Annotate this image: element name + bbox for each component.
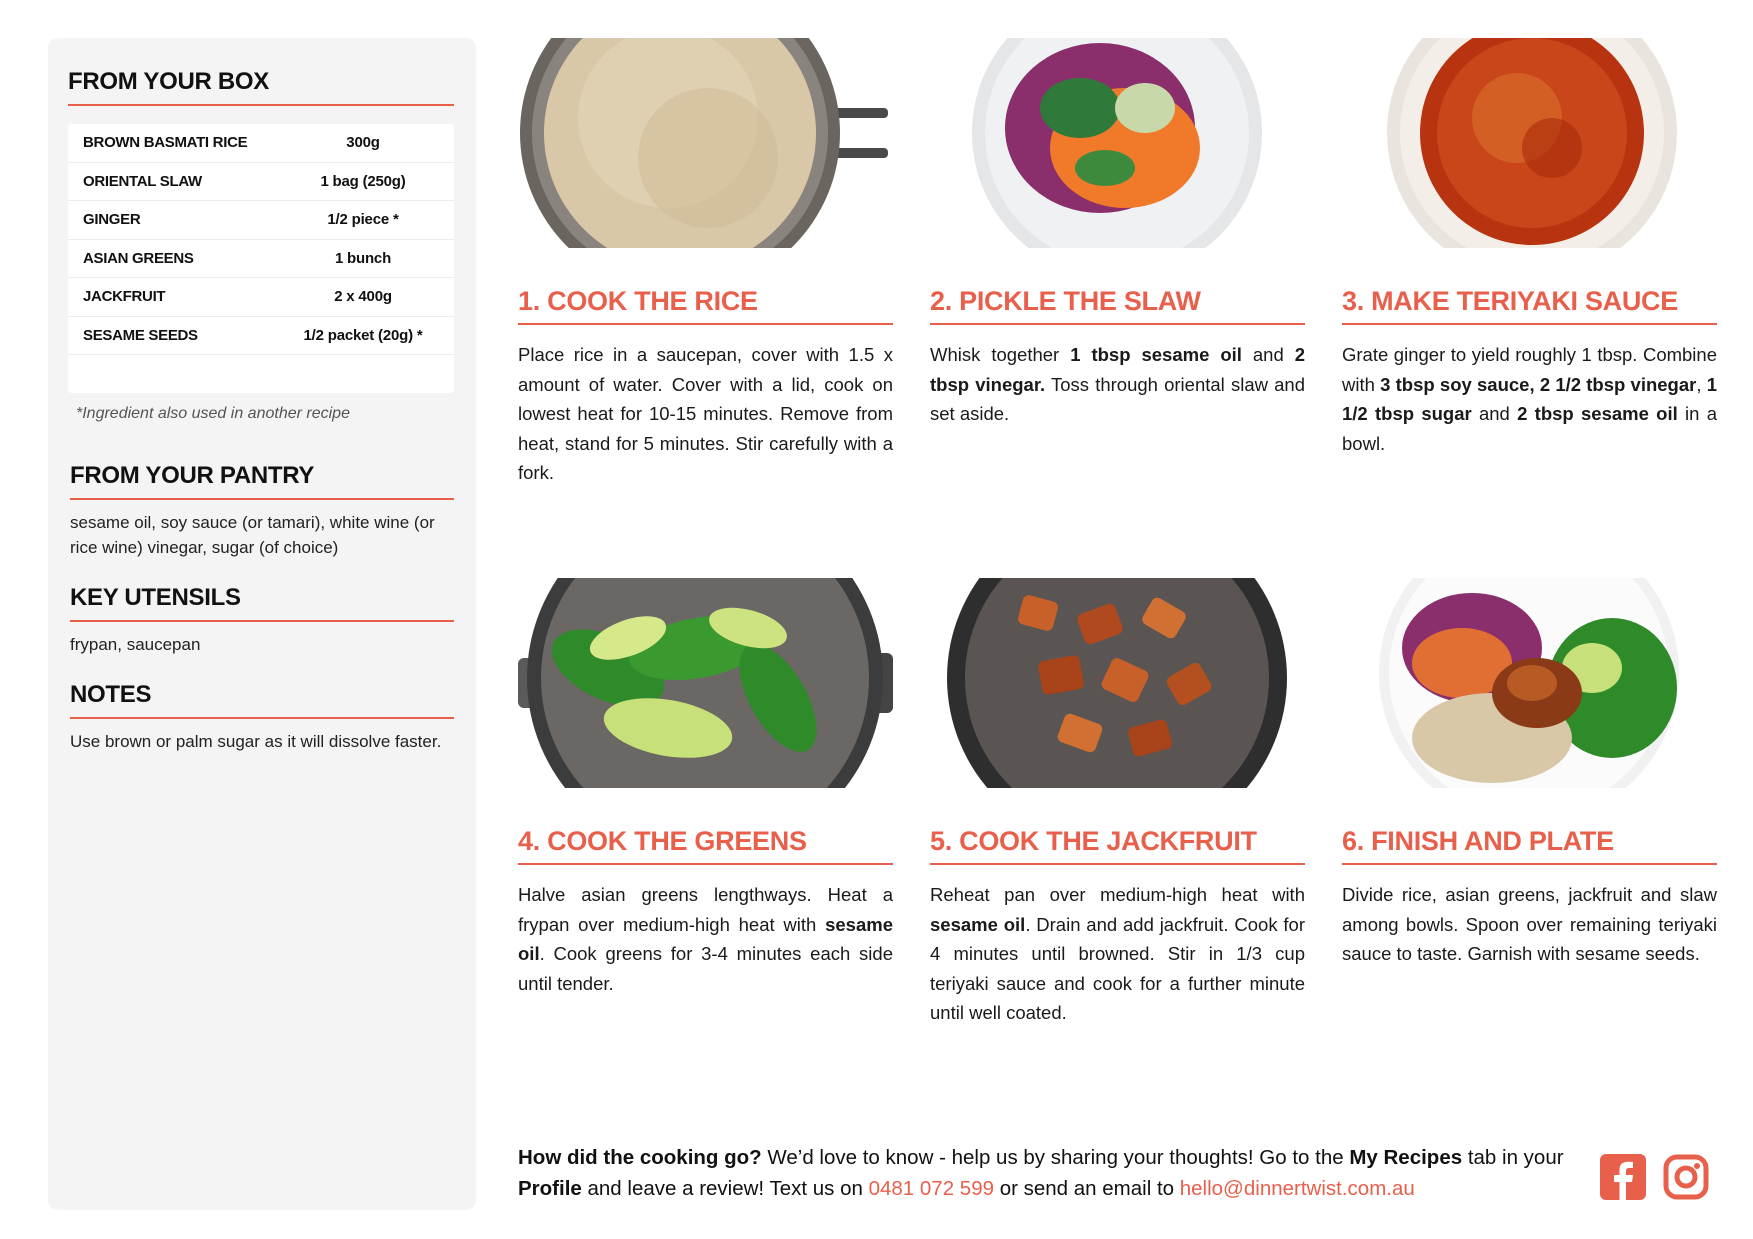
step-text: [1342, 340, 1717, 458]
step-3: [1342, 38, 1717, 458]
step-1: [518, 38, 893, 488]
step-text-bold: sesame oil: [930, 913, 1026, 935]
ingredient-name: GINGER: [83, 211, 141, 229]
ingredient-row: [68, 124, 454, 163]
step-text-segment: and: [1241, 344, 1295, 365]
greens-frypan-photo: [518, 578, 893, 788]
step-title: 5. COOK THE JACKFRUIT: [930, 826, 1305, 865]
ingredient-qty: 1 bunch: [334, 249, 392, 267]
email-link[interactable]: hello@dinnertwist.com.au: [1179, 1177, 1415, 1200]
ingredient-empty-row: [68, 355, 454, 393]
ingredient-row: [68, 278, 454, 317]
step-text-bold: 1 tbsp sesame oil: [1070, 344, 1242, 365]
step-text-bold: sesame oil: [518, 913, 893, 964]
notes-section: [70, 681, 454, 754]
from-your-pantry-section: [70, 462, 454, 560]
key-utensils-heading: KEY UTENSILS: [70, 584, 454, 622]
step-text-segment: Place rice in a saucepan, cover with 1.5 x amount of water. Cover with a lid, cook on lowest heat for 10-15 minutes. Remove from heat, stand for 5 minutes. Stir carefully with a fork.: [518, 344, 893, 483]
ingredient-qty: 1/2 packet (20g) *: [303, 326, 423, 344]
plated-dish-photo: [1342, 578, 1717, 788]
ingredient-name: SESAME SEEDS: [83, 326, 198, 344]
step-5: [930, 578, 1305, 1028]
step-text-segment: ,: [1696, 373, 1707, 395]
ingredient-name: ASIAN GREENS: [83, 249, 194, 267]
step-text-segment: Whisk together: [930, 344, 1071, 365]
from-your-pantry-heading: FROM YOUR PANTRY: [70, 462, 454, 500]
ingredient-footnote: *Ingredient also used in another recipe: [76, 405, 350, 422]
step-text-segment: and: [1471, 403, 1518, 424]
from-your-box-section: [68, 68, 454, 423]
step-text: [518, 340, 893, 488]
pantry-text: sesame oil, soy sauce (or tamari), white wine (or rice wine) vinegar, sugar (of choice): [70, 513, 435, 557]
step-text-bold: 1 1/2 tbsp sugar: [1342, 373, 1718, 424]
teriyaki-sauce-photo: [1342, 38, 1717, 248]
footer-text-segment: Profile: [518, 1177, 582, 1200]
ingredient-name: ORIENTAL SLAW: [83, 172, 202, 190]
footer-text-segment: How did the cooking go?: [518, 1146, 762, 1169]
step-text: [930, 880, 1305, 1028]
footer-text-segment: tab in your: [1462, 1146, 1564, 1169]
phone-link[interactable]: 0481 072 599: [868, 1177, 994, 1200]
ingredient-qty: 1 bag (250g): [320, 172, 406, 190]
ingredient-row: [68, 317, 454, 356]
step-title: 1. COOK THE RICE: [518, 286, 893, 325]
ingredients-table: [68, 124, 454, 393]
step-text-segment: . Drain and add jackfruit. Cook for 4 minutes until browned. Stir in 1/3 cup teriyaki sauce and cook for a further minute until well coated.: [930, 913, 1306, 1023]
notes-text: Use brown or palm sugar as it will dissolve faster.: [70, 732, 442, 751]
step-text-bold: 2 tbsp vinegar.: [930, 344, 1306, 395]
step-text-segment: Toss through oriental slaw and set aside.: [930, 373, 1305, 424]
key-utensils-section: [70, 584, 454, 657]
rice-pot-photo: [518, 38, 893, 248]
ingredient-name: BROWN BASMATI RICE: [83, 134, 248, 152]
slaw-bowl-photo: [930, 38, 1305, 248]
step-4: [518, 578, 893, 998]
ingredient-qty: 1/2 piece *: [327, 211, 399, 229]
step-text-segment: Grate ginger to yield roughly 1 tbsp. Combine with: [1342, 344, 1717, 395]
ingredient-row: [68, 163, 454, 202]
step-6: [1342, 578, 1717, 969]
notes-heading: NOTES: [70, 681, 454, 719]
step-text-segment: Halve asian greens lengthways. Heat a frypan over medium-high heat with: [518, 884, 893, 935]
jackfruit-pan-photo: [930, 578, 1305, 788]
step-text-segment: Divide rice, asian greens, jackfruit and slaw among bowls. Spoon over remaining teriyaki sauce to taste. Garnish with sesame seeds.: [1342, 884, 1717, 964]
utensils-text: frypan, saucepan: [70, 635, 201, 654]
ingredient-row: [68, 201, 454, 240]
sidebar: [48, 38, 476, 1210]
step-title: 3. MAKE TERIYAKI SAUCE: [1342, 286, 1717, 325]
footer-text-segment: We’d love to know - help us by sharing your thoughts! Go to the: [761, 1146, 1350, 1169]
footer-text-segment: My Recipes: [1349, 1146, 1463, 1169]
ingredient-name: JACKFRUIT: [83, 288, 166, 306]
step-text: [930, 340, 1305, 429]
step-title: 4. COOK THE GREENS: [518, 826, 893, 865]
step-text-segment: in a bowl.: [1342, 403, 1718, 454]
step-title: 2. PICKLE THE SLAW: [930, 286, 1305, 325]
instagram-icon[interactable]: [1663, 1154, 1709, 1200]
facebook-icon[interactable]: [1600, 1154, 1646, 1200]
ingredient-qty: 2 x 400g: [334, 288, 392, 306]
footer-text-segment: or send an email to: [994, 1177, 1180, 1200]
step-text-bold: 3 tbsp soy sauce, 2 1/2 tbsp vinegar: [1380, 373, 1697, 395]
step-text-bold: 2 tbsp sesame oil: [1517, 403, 1678, 424]
footer-text-segment: and leave a review! Text us on: [581, 1177, 869, 1200]
ingredient-qty: 300g: [346, 134, 380, 152]
step-2: [930, 38, 1305, 429]
from-your-box-heading: FROM YOUR BOX: [68, 68, 454, 106]
feedback-footer: [518, 1142, 1578, 1204]
ingredient-row: [68, 240, 454, 279]
step-text-segment: Reheat pan over medium-high heat with: [930, 884, 1305, 905]
step-text-segment: . Cook greens for 3-4 minutes each side until tender.: [518, 943, 893, 994]
step-text: [1342, 880, 1717, 969]
step-title: 6. FINISH AND PLATE: [1342, 826, 1717, 865]
step-text: [518, 880, 893, 998]
